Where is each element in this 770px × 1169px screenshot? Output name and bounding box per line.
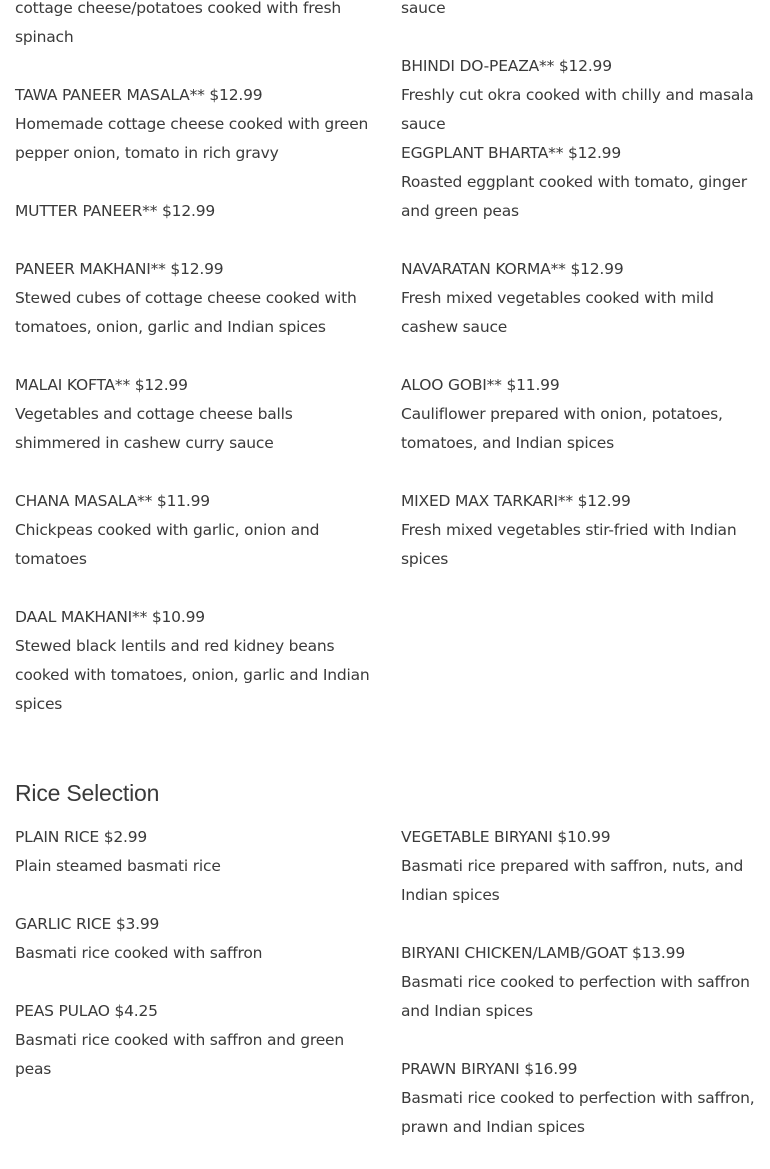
section-heading-rice: Rice Selection: [15, 780, 160, 806]
menu-item: [15, 371, 375, 458]
item-title: PANEER MAKHANI** $12.99: [15, 260, 224, 278]
item-title: MALAI KOFTA** $12.99: [15, 376, 188, 394]
menu-item-fragment: [15, 0, 375, 52]
item-description: Fresh mixed vegetables stir-fried with Indian spices: [401, 521, 737, 568]
menu-item: [401, 255, 761, 342]
item-description: Basmati rice prepared with saffron, nuts, and Indian spices: [401, 857, 744, 904]
item-description: cottage cheese/potatoes cooked with fresh spinach: [15, 0, 341, 46]
item-description: Basmati rice cooked with saffron and green peas: [15, 1031, 345, 1078]
menu-item: [15, 255, 375, 342]
item-description: Basmati rice cooked to perfection with saffron, prawn and Indian spices: [401, 1089, 755, 1136]
rice-right-column: [401, 823, 761, 1142]
item-description: Basmati rice cooked to perfection with saffron and Indian spices: [401, 973, 750, 1020]
item-title: BHINDI DO-PEAZA** $12.99: [401, 57, 612, 75]
menu-item: [401, 371, 761, 458]
item-title: PRAWN BIRYANI $16.99: [401, 1060, 578, 1078]
item-description: Plain steamed basmati rice: [15, 857, 221, 875]
menu-item: [401, 1055, 761, 1142]
menu-item: [15, 910, 375, 968]
item-description: Cauliflower prepared with onion, potatoes, tomatoes, and Indian spices: [401, 405, 723, 452]
veg-right-column: [401, 0, 761, 574]
item-title: PLAIN RICE $2.99: [15, 828, 148, 846]
item-description: Stewed black lentils and red kidney beans cooked with tomatoes, onion, garlic and Indian spices: [15, 637, 370, 713]
item-title: VEGETABLE BIRYANI $10.99: [401, 828, 611, 846]
item-title: DAAL MAKHANI** $10.99: [15, 608, 205, 626]
menu-item: [401, 52, 761, 139]
item-description: Vegetables and cottage cheese balls shimmered in cashew curry sauce: [15, 405, 293, 452]
item-description: Chickpeas cooked with garlic, onion and tomatoes: [15, 521, 320, 568]
menu-item: [401, 139, 761, 226]
veg-left-column: [15, 0, 375, 719]
menu-item: [401, 939, 761, 1026]
menu-item: [15, 487, 375, 574]
item-title: CHANA MASALA** $11.99: [15, 492, 210, 510]
menu-item: [15, 81, 375, 168]
item-title: EGGPLANT BHARTA** $12.99: [401, 144, 622, 162]
item-title: PEAS PULAO $4.25: [15, 1002, 158, 1020]
menu-item-fragment: [401, 0, 761, 23]
item-description: Roasted eggplant cooked with tomato, ginger and green peas: [401, 173, 747, 220]
item-description: sauce: [401, 0, 446, 17]
item-title: GARLIC RICE $3.99: [15, 915, 160, 933]
menu-item: [15, 823, 375, 881]
item-description: Stewed cubes of cottage cheese cooked with tomatoes, onion, garlic and Indian spices: [15, 289, 357, 336]
item-description: Basmati rice cooked with saffron: [15, 944, 263, 962]
item-title: ALOO GOBI** $11.99: [401, 376, 560, 394]
rice-left-column: [15, 823, 375, 1084]
item-title: TAWA PANEER MASALA** $12.99: [15, 86, 263, 104]
item-title: NAVARATAN KORMA** $12.99: [401, 260, 624, 278]
menu-item: [15, 197, 375, 226]
menu-item: [15, 603, 375, 719]
item-title: MIXED MAX TARKARI** $12.99: [401, 492, 631, 510]
menu-item: [401, 823, 761, 910]
menu-item: [15, 997, 375, 1084]
item-description: Fresh mixed vegetables cooked with mild cashew sauce: [401, 289, 714, 336]
item-title: BIRYANI CHICKEN/LAMB/GOAT $13.99: [401, 944, 685, 962]
menu-item: [401, 487, 761, 574]
item-title: MUTTER PANEER** $12.99: [15, 202, 216, 220]
item-description: Homemade cottage cheese cooked with green pepper onion, tomato in rich gravy: [15, 115, 369, 162]
item-description: Freshly cut okra cooked with chilly and masala sauce: [401, 86, 754, 133]
